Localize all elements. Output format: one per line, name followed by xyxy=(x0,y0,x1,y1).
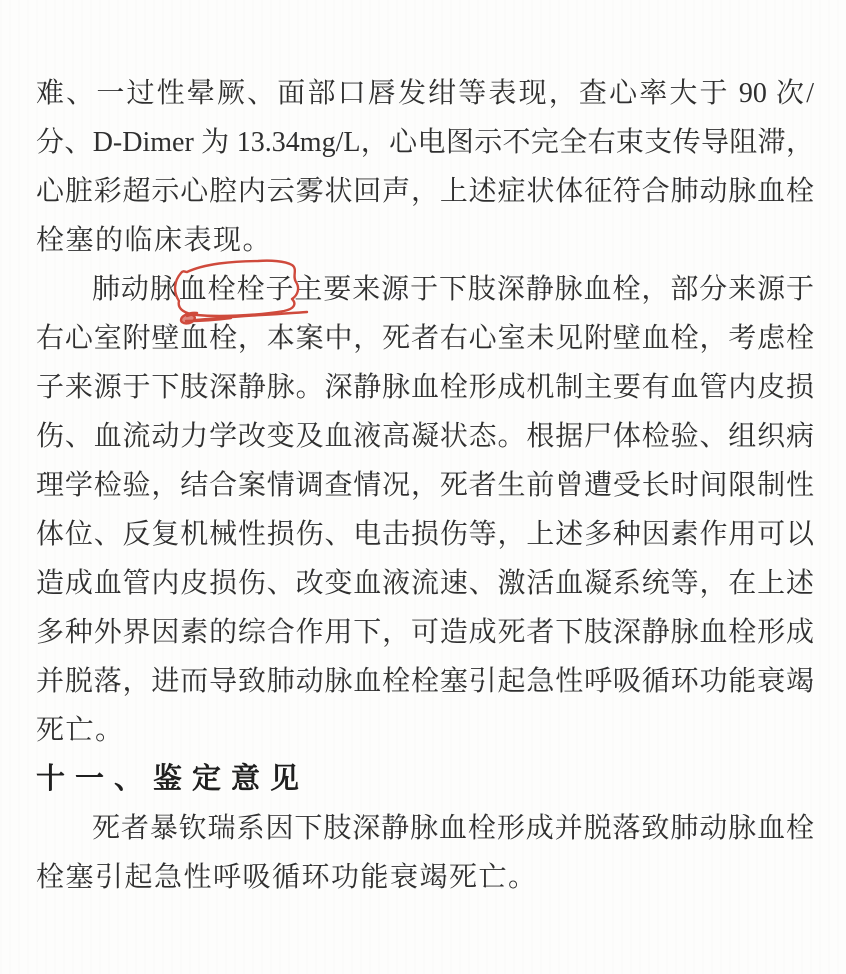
text-line: 死亡。 xyxy=(36,715,125,746)
document-text-block xyxy=(36,69,814,902)
text-line: 右心室附壁血栓，本案中，死者右心室未见附壁血栓，考虑栓 xyxy=(36,323,814,354)
text-line: 体位、反复机械性损伤、电击损伤等，上述多种因素作用可以 xyxy=(36,519,814,550)
section-heading: 十一、鉴定意见 xyxy=(36,763,310,795)
text-line: 理学检验，结合案情调查情况，死者生前曾遭受长时间限制性 xyxy=(36,470,814,501)
text-line: 分、D-Dimer 为 13.34mg/L，心电图示不完全右束支传导阻滞， xyxy=(36,127,814,158)
text-line: 栓塞引起急性呼吸循环功能衰竭死亡。 xyxy=(36,862,538,893)
text-line: 多种外界因素的综合作用下，可造成死者下肢深静脉血栓形成 xyxy=(36,617,814,648)
text-line: 难、一过性晕厥、面部口唇发绀等表现，查心率大于 90 次/ xyxy=(36,78,814,109)
text-line: 死者暴钦瑞系因下肢深静脉血栓形成并脱落致肺动脉血栓 xyxy=(92,813,814,844)
text-line: 造成血管内皮损伤、改变血液流速、激活血凝系统等，在上述 xyxy=(36,568,814,599)
text-line: 栓塞的临床表现。 xyxy=(36,225,273,256)
text-line: 并脱落，进而导致肺动脉血栓栓塞引起急性呼吸循环功能衰竭 xyxy=(36,666,814,697)
text-line: 子来源于下肢深静脉。深静脉血栓形成机制主要有血管内皮损 xyxy=(36,372,814,403)
text-line-circled: 肺动脉血栓栓子主要来源于下肢深静脉血栓，部分来源于 xyxy=(92,274,814,305)
text-line: 伤、血流动力学改变及血液高凝状态。根据尸体检验、组织病 xyxy=(36,421,814,452)
text-line: 心脏彩超示心腔内云雾状回声，上述症状体征符合肺动脉血栓 xyxy=(36,176,814,207)
